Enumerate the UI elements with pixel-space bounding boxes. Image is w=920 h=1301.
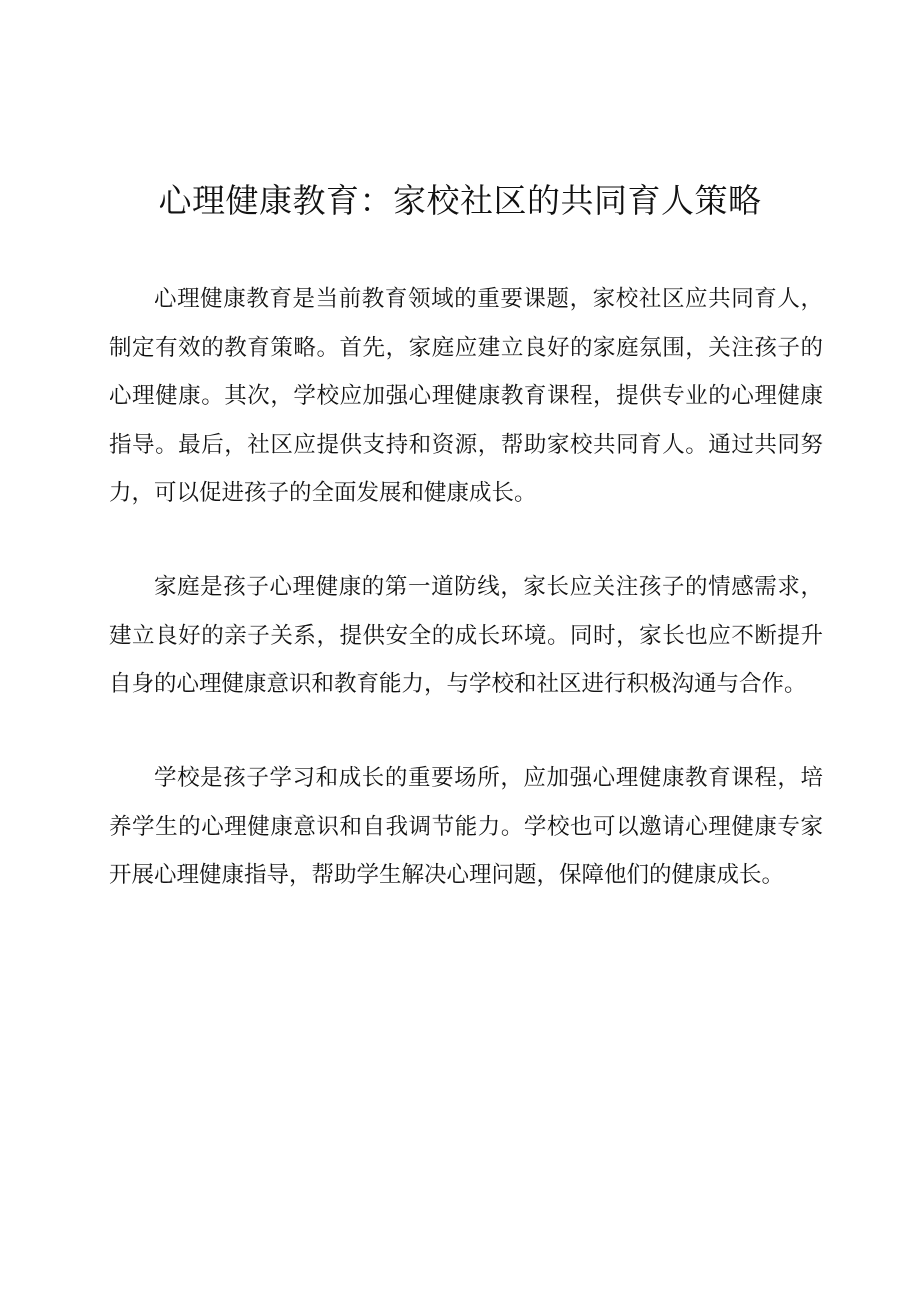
document-title: 心理健康教育：家校社区的共同育人策略 (158, 181, 762, 220)
paragraph-school: 学校是孩子学习和成长的重要场所，应加强心理健康教育课程，培养学生的心理健康意识和自我调节能力。学校也可以邀请心理健康专家开展心理健康指导，帮助学生解决心理问题，保障他们的健康成长。 (109, 765, 823, 888)
paragraph-intro: 心理健康教育是当前教育领域的重要课题，家校社区应共同育人，制定有效的教育策略。首先，家庭应建立良好的家庭氛围，关注孩子的心理健康。其次，学校应加强心理健康教育课程，提供专业的心理健康指导。最后，社区应提供支持和资源，帮助家校共同育人。通过共同努力，可以促进孩子的全面发展和健康成长。 (109, 286, 823, 506)
paragraph-family: 家庭是孩子心理健康的第一道防线，家长应关注孩子的情感需求，建立良好的亲子关系，提供安全的成长环境。同时，家长也应不断提升自身的心理健康意识和教育能力，与学校和社区进行积极沟通与合作。 (109, 574, 823, 697)
